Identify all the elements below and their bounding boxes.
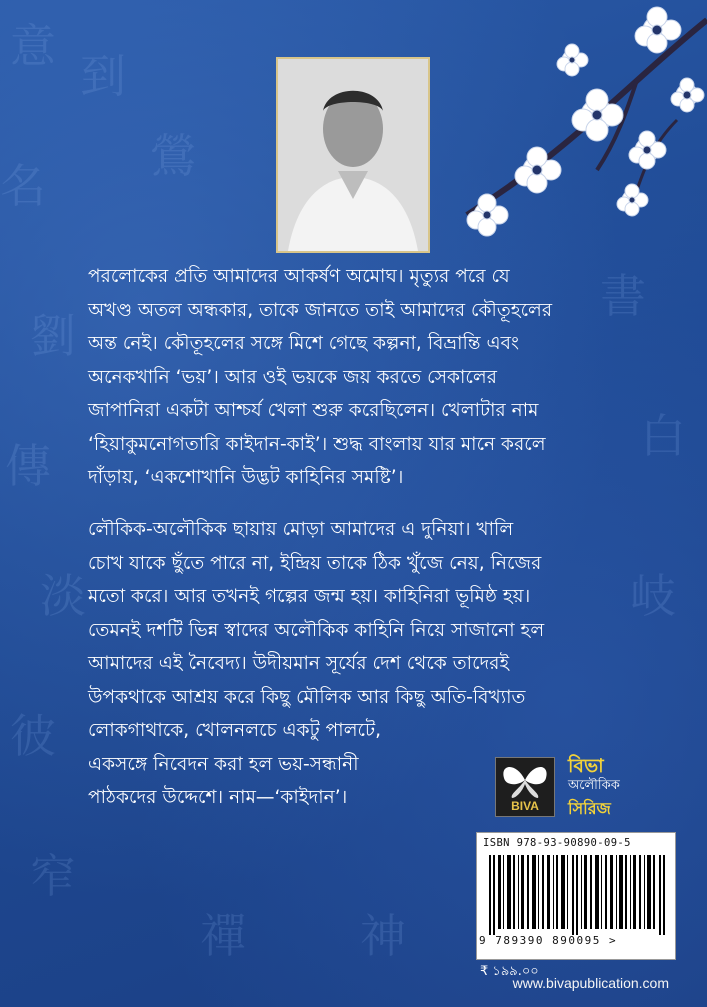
isbn-text: ISBN 978-93-90890-09-5 (483, 837, 631, 849)
blurb-line: অখণ্ড অতল অন্ধকার, তাকে জানতে তাই আমাদের কৌতূহলের (88, 299, 553, 321)
biva-logo-text: BIVA (511, 799, 539, 813)
background-calligraphy: 意 到 名 劉 傳 淡 彼 窄 鶯 禪 白 岐 書 神 (0, 19, 686, 963)
publisher-website[interactable]: www.bivapublication.com (512, 975, 669, 991)
cherry-blossom-branch (407, 0, 707, 260)
barcode-icon (489, 855, 667, 935)
blurb-line: মতো করে। আর তখনই গল্পের জন্ম হয়। কাহিনিরা ভূমিষ্ঠ হয়। (88, 586, 531, 607)
blurb-line: জাপানিরা একটা আশ্চর্য খেলা শুরু করেছিলেন। খেলাটার নাম (88, 400, 539, 421)
series-genre: অলৌকিক (568, 778, 620, 793)
blurb-paragraph-1 (88, 260, 663, 495)
blurb-line: লোকগাথাকে, খোলনলচে একটু পালটে, (88, 720, 382, 741)
blurb-line: আমাদের এই নৈবেদ্য। উদীয়মান সূর্যের দেশ থেকে তাদেরই (88, 653, 510, 674)
blurb-line: অন্ত নেই। কৌতূহলের সঙ্গে মিশে গেছে কল্পনা, বিভ্রান্তি এবং (88, 333, 520, 354)
blurb-line: অনেকখানি ‘ভয়’। আর ওই ভয়কে জয় করতে সেকালের (88, 366, 497, 388)
barcode-digits: 9 789390 890095 > (479, 934, 618, 947)
blurb-line: পাঠকদের উদ্দেশে। নাম—‘কাইদান’। (88, 787, 348, 808)
blurb-line: তেমনই দশটি ভিন্ন স্বাদের অলৌকিক কাহিনি নিয়ে সাজানো হল (88, 619, 545, 641)
blurb-line: ‘হিয়াকুমনোগতারি কাইদান-কাই’। শুদ্ধ বাংলায় যার মানে করলে (88, 433, 546, 455)
biva-logo-mark (495, 757, 555, 817)
isbn-barcode (476, 832, 676, 960)
blurb-line: একসঙ্গে নিবেদন করা হল ভয়-সন্ধানী (88, 753, 359, 775)
series-name: বিভা (568, 755, 604, 777)
butterfly-icon (496, 758, 554, 800)
blurb-line: দাঁড়ায়, ‘একশোখানি উদ্ভট কাহিনির সমষ্টি’। (88, 467, 404, 488)
book-price: ₹ ১৯৯.০০ (480, 964, 539, 979)
blurb-line: চোখ যাকে ছুঁতে পারে না, ইন্দ্রিয় তাকে ঠিক খুঁজে নেয়, নিজের (88, 552, 542, 574)
series-label: সিরিজ (568, 799, 611, 818)
blurb-line: লৌকিক-অলৌকিক ছায়ায় মোড়া আমাদের এ দুনিয়া। খালি (88, 519, 514, 540)
publisher-series-logo (490, 752, 670, 820)
author-photo (276, 57, 430, 253)
blurb-line: পরলোকের প্রতি আমাদের আকর্ষণ অমোঘ। মৃত্যুর পরে যে (88, 266, 510, 287)
blurb-line: উপকথাকে আশ্রয় করে কিছু মৌলিক আর কিছু অতি-বিখ্যাত (88, 686, 526, 708)
